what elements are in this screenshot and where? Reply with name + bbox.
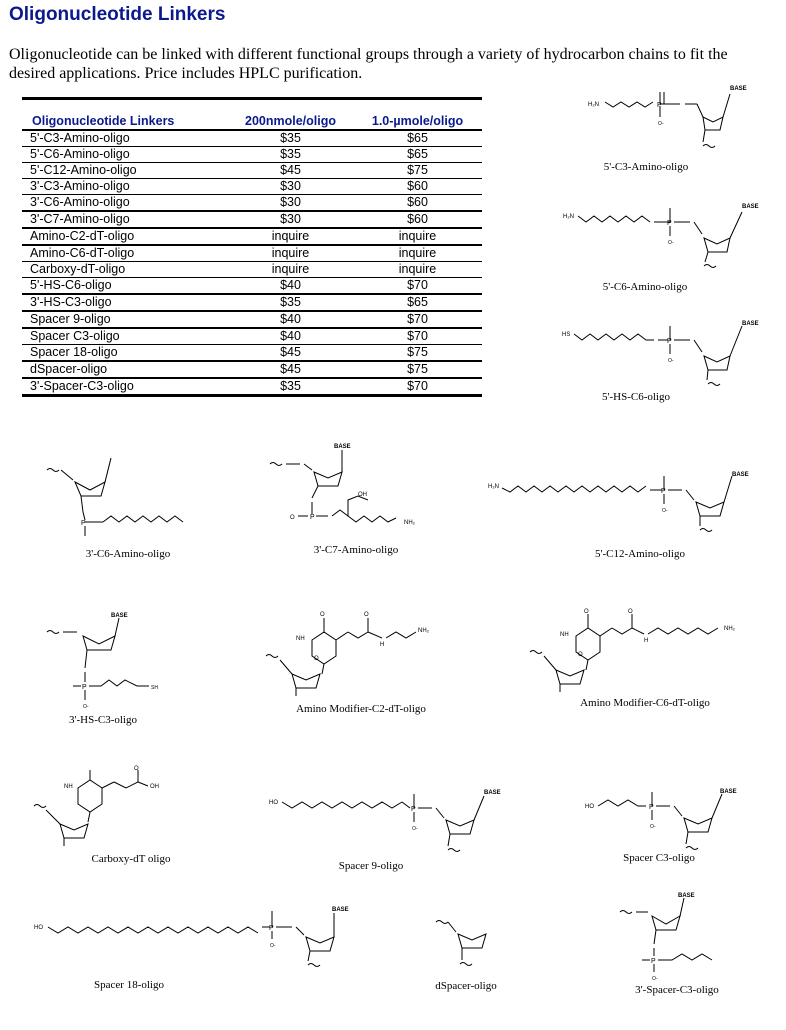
structure-drawing	[268, 788, 518, 863]
structure-amino-c2-dt	[262, 610, 452, 702]
svg-text:P: P	[310, 514, 315, 521]
caption-5-c3-amino: 5'-C3-Amino-oligo	[603, 161, 689, 173]
caption-amino-c6-dt: Amino Modifier-C6-dT-oligo	[580, 697, 710, 709]
table-row	[22, 245, 482, 262]
structure-drawing	[584, 786, 754, 861]
structure-5-c3-amino	[585, 82, 755, 162]
svg-text:O-: O-	[83, 704, 89, 710]
structure-drawing	[32, 766, 172, 858]
svg-text:BASE: BASE	[332, 907, 349, 913]
svg-text:BASE: BASE	[678, 893, 695, 899]
price-1umole-cell: inquire	[353, 262, 482, 278]
price-1umole-cell: $65	[353, 294, 482, 311]
svg-text:O: O	[320, 612, 325, 618]
linker-name-cell: 5'-C3-Amino-oligo	[22, 130, 228, 147]
svg-text:O-: O-	[662, 508, 668, 514]
svg-text:O: O	[290, 515, 295, 521]
linker-name-cell: dSpacer-oligo	[22, 361, 228, 378]
svg-text:P: P	[82, 684, 87, 691]
price-table-container	[22, 97, 482, 397]
svg-text:H₂N: H₂N	[563, 214, 574, 220]
structure-3-c7-amino	[268, 440, 438, 540]
table-row	[22, 278, 482, 295]
caption-3-hs-c3: 3'-HS-C3-oligo	[69, 714, 137, 726]
structure-spacer18	[34, 903, 364, 973]
table-row	[22, 211, 482, 228]
svg-text:HO: HO	[585, 804, 594, 810]
svg-text:O: O	[628, 609, 633, 615]
price-1umole-cell: $65	[353, 130, 482, 147]
svg-text:O: O	[314, 656, 319, 662]
structure-5-c6-amino	[562, 200, 772, 275]
svg-text:BASE: BASE	[742, 321, 759, 327]
price-200nmole-cell: $45	[228, 361, 353, 378]
table-header-row	[22, 99, 482, 131]
price-200nmole-cell: $35	[228, 294, 353, 311]
structure-carboxy-dt	[32, 766, 172, 858]
linker-name-cell: 5'-C6-Amino-oligo	[22, 147, 228, 163]
structure-drawing	[585, 82, 755, 162]
svg-text:O-: O-	[650, 824, 656, 830]
header-200nmole: 200nmole/oligo	[228, 99, 353, 131]
table-row	[22, 311, 482, 328]
svg-text:O-: O-	[270, 943, 276, 949]
svg-text:P: P	[667, 220, 672, 227]
linker-name-cell: 3'-C3-Amino-oligo	[22, 179, 228, 195]
svg-text:O-: O-	[658, 121, 664, 127]
caption-spacer18: Spacer 18-oligo	[94, 979, 164, 991]
structure-drawing	[432, 910, 512, 980]
structure-5-hs-c6	[562, 318, 772, 393]
structure-drawing	[618, 890, 748, 985]
price-1umole-cell: $60	[353, 211, 482, 228]
price-1umole-cell: $75	[353, 163, 482, 179]
table-row	[22, 328, 482, 345]
svg-text:H: H	[644, 638, 649, 644]
price-200nmole-cell: $35	[228, 147, 353, 163]
svg-text:SH: SH	[151, 685, 158, 691]
svg-text:O: O	[364, 612, 369, 618]
linker-name-cell: 3'-C6-Amino-oligo	[22, 195, 228, 212]
table-row	[22, 147, 482, 163]
price-200nmole-cell: $30	[228, 179, 353, 195]
linker-name-cell: Amino-C6-dT-oligo	[22, 245, 228, 262]
price-200nmole-cell: inquire	[228, 228, 353, 245]
svg-text:NH₂: NH₂	[418, 628, 429, 634]
svg-text:BASE: BASE	[732, 472, 749, 478]
linker-name-cell: 5'-C12-Amino-oligo	[22, 163, 228, 179]
svg-text:O: O	[134, 766, 139, 772]
price-200nmole-cell: $35	[228, 378, 353, 396]
table-row	[22, 262, 482, 278]
caption-spacer9: Spacer 9-oligo	[338, 860, 404, 872]
price-1umole-cell: $75	[353, 361, 482, 378]
caption-carboxy-dt: Carboxy-dT oligo	[91, 853, 171, 865]
price-200nmole-cell: $40	[228, 311, 353, 328]
svg-text:O: O	[578, 652, 583, 658]
price-table-body	[22, 130, 482, 396]
svg-text:O-: O-	[668, 358, 674, 364]
svg-text:HS: HS	[562, 332, 571, 338]
svg-text:P: P	[667, 338, 672, 345]
caption-spacer-c3: Spacer C3-oligo	[623, 852, 695, 864]
price-1umole-cell: $70	[353, 311, 482, 328]
svg-text:P: P	[81, 520, 86, 527]
table-row	[22, 345, 482, 362]
price-1umole-cell: inquire	[353, 228, 482, 245]
price-200nmole-cell: $45	[228, 345, 353, 362]
caption-dspacer: dSpacer-oligo	[435, 980, 497, 992]
structure-drawing	[34, 903, 364, 973]
svg-text:OH: OH	[150, 784, 159, 790]
header-linker: Oligonucleotide Linkers	[22, 99, 228, 131]
svg-text:O-: O-	[652, 976, 658, 982]
svg-text:HO: HO	[34, 925, 43, 931]
structure-drawing	[528, 608, 768, 698]
svg-text:O-: O-	[668, 240, 674, 246]
caption-3-c6-amino: 3'-C6-Amino-oligo	[85, 548, 171, 560]
svg-text:P: P	[269, 925, 274, 932]
price-1umole-cell: $70	[353, 278, 482, 295]
svg-text:P: P	[661, 488, 666, 495]
table-row	[22, 163, 482, 179]
svg-text:P: P	[657, 102, 662, 109]
price-200nmole-cell: $30	[228, 195, 353, 212]
table-row	[22, 228, 482, 245]
caption-3-spacer-c3: 3'-Spacer-C3-oligo	[635, 984, 719, 996]
price-1umole-cell: $60	[353, 195, 482, 212]
structure-spacer-c3	[584, 786, 754, 861]
table-row	[22, 378, 482, 396]
intro-paragraph: Oligonucleotide can be linked with different functional groups through a variety of hydrocarbon chains to fit the desired applications. Price includes HPLC purification.	[9, 46, 728, 82]
caption-5-c6-amino: 5'-C6-Amino-oligo	[602, 281, 688, 293]
linker-name-cell: Spacer C3-oligo	[22, 328, 228, 345]
linker-name-cell: 5'-HS-C6-oligo	[22, 278, 228, 295]
price-200nmole-cell: $40	[228, 328, 353, 345]
svg-text:H₂N: H₂N	[488, 484, 499, 490]
linker-name-cell: 3'-Spacer-C3-oligo	[22, 378, 228, 396]
linker-name-cell: 3'-HS-C3-oligo	[22, 294, 228, 311]
svg-text:P: P	[651, 958, 656, 965]
svg-text:BASE: BASE	[742, 204, 759, 210]
price-200nmole-cell: $40	[228, 278, 353, 295]
svg-text:BASE: BASE	[730, 86, 747, 92]
price-200nmole-cell: inquire	[228, 262, 353, 278]
price-table	[22, 97, 482, 397]
table-row	[22, 130, 482, 147]
price-1umole-cell: $60	[353, 179, 482, 195]
price-1umole-cell: $75	[353, 345, 482, 362]
svg-text:NH: NH	[64, 784, 73, 790]
svg-text:OH: OH	[358, 492, 367, 498]
table-row	[22, 179, 482, 195]
svg-text:H₂N: H₂N	[588, 102, 599, 108]
price-1umole-cell: $70	[353, 328, 482, 345]
structure-drawing	[45, 452, 195, 547]
svg-text:P: P	[411, 806, 416, 813]
svg-text:O-: O-	[412, 826, 418, 832]
svg-text:NH₂: NH₂	[404, 520, 415, 526]
price-200nmole-cell: $30	[228, 211, 353, 228]
svg-text:NH: NH	[560, 632, 569, 638]
svg-text:P: P	[649, 804, 654, 811]
price-200nmole-cell: $35	[228, 130, 353, 147]
price-1umole-cell: $70	[353, 378, 482, 396]
svg-text:BASE: BASE	[334, 444, 351, 450]
page-title: Oligonucleotide Linkers	[9, 4, 226, 25]
svg-text:BASE: BASE	[720, 789, 737, 795]
linker-name-cell: Carboxy-dT-oligo	[22, 262, 228, 278]
table-row	[22, 361, 482, 378]
linker-name-cell: 3'-C7-Amino-oligo	[22, 211, 228, 228]
structure-spacer9	[268, 788, 518, 863]
table-row	[22, 294, 482, 311]
linker-name-cell: Spacer 18-oligo	[22, 345, 228, 362]
svg-text:H: H	[380, 642, 385, 648]
price-1umole-cell: $65	[353, 147, 482, 163]
price-1umole-cell: inquire	[353, 245, 482, 262]
table-row	[22, 195, 482, 212]
header-1umole: 1.0-µmole/oligo	[353, 99, 482, 131]
price-200nmole-cell: $45	[228, 163, 353, 179]
structure-3-spacer-c3	[618, 890, 748, 985]
structure-drawing	[45, 610, 175, 710]
structure-3-hs-c3	[45, 610, 175, 710]
structure-dspacer	[432, 910, 512, 980]
svg-text:NH: NH	[296, 636, 305, 642]
linker-name-cell: Amino-C2-dT-oligo	[22, 228, 228, 245]
svg-text:BASE: BASE	[111, 613, 128, 619]
svg-text:O: O	[584, 609, 589, 615]
structure-3-c6-amino	[45, 452, 195, 547]
structure-drawing	[486, 468, 756, 543]
linker-name-cell: Spacer 9-oligo	[22, 311, 228, 328]
svg-text:HO: HO	[269, 800, 278, 806]
svg-text:NH₂: NH₂	[724, 626, 735, 632]
structure-drawing	[562, 200, 772, 275]
caption-5-c12-amino: 5'-C12-Amino-oligo	[595, 548, 685, 560]
structure-drawing	[262, 610, 452, 702]
svg-text:BASE: BASE	[484, 790, 501, 796]
caption-3-c7-amino: 3'-C7-Amino-oligo	[313, 544, 399, 556]
structure-amino-c6-dt	[528, 608, 768, 698]
caption-5-hs-c6: 5'-HS-C6-oligo	[602, 391, 670, 403]
structure-5-c12-amino	[486, 468, 756, 543]
structure-drawing	[562, 318, 772, 393]
caption-amino-c2-dt: Amino Modifier-C2-dT-oligo	[296, 703, 426, 715]
price-200nmole-cell: inquire	[228, 245, 353, 262]
structure-drawing	[268, 440, 438, 540]
